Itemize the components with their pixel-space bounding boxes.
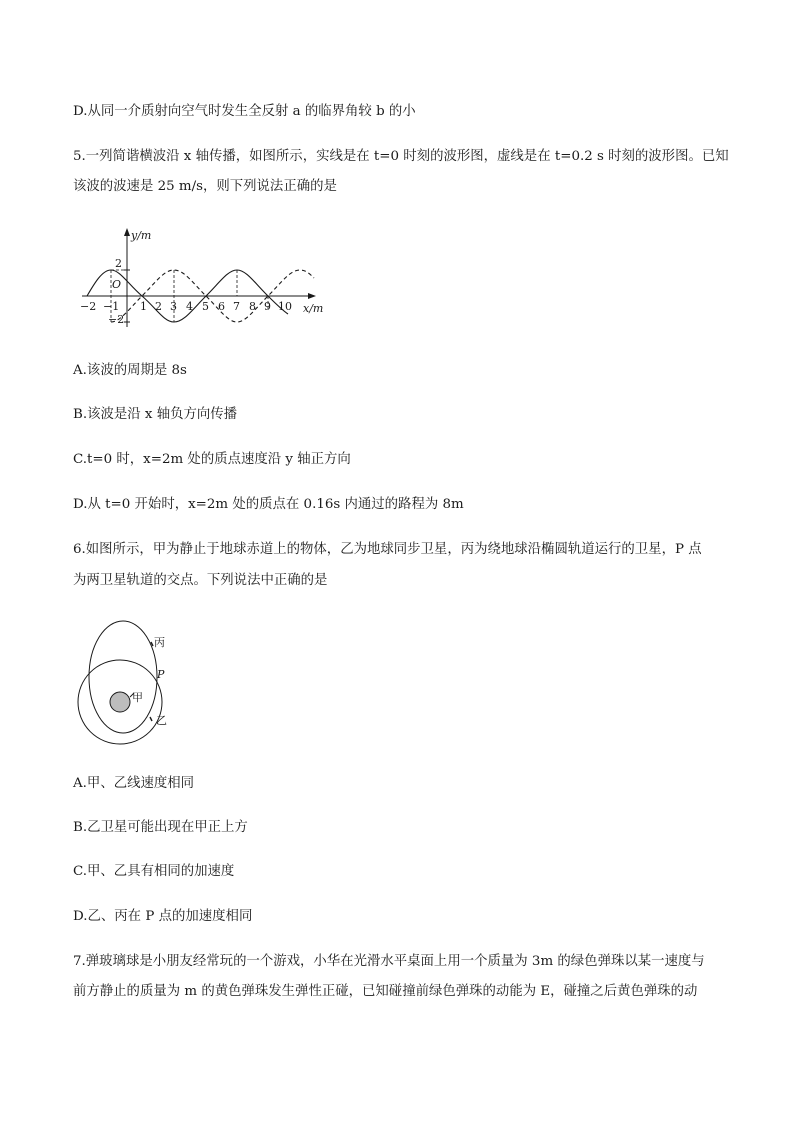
x-tick: 1 (140, 300, 147, 313)
q7-stem-line1: 7.弹玻璃球是小朋友经常玩的一个游戏，小华在光滑水平桌面上用一个质量为 3m 的绿色弹珠以某一速度与 (73, 954, 705, 969)
x-tick: 10 (278, 300, 292, 313)
q6-stem-line2: 为两卫星轨道的交点。下列说法中正确的是 (73, 573, 328, 588)
q6-option-b: B.乙卫星可能出现在甲正上方 (73, 820, 248, 835)
label-p: P (157, 668, 165, 681)
x-tick: 6 (218, 300, 225, 313)
q6-stem-line1: 6.如图所示，甲为静止于地球赤道上的物体，乙为地球同步卫星，丙为绕地球沿椭圆轨道运行的卫星，P 点 (73, 542, 702, 557)
q5-option-c: C.t=0 时，x=2m 处的质点速度沿 y 轴正方向 (73, 452, 351, 467)
q5-option-b: B.该波是沿 x 轴负方向传播 (73, 407, 238, 422)
label-yi: 乙 (156, 714, 167, 727)
x-tick: 9 (264, 300, 271, 313)
origin-label: O (112, 278, 122, 291)
q5-stem-line2: 该波的波速是 25 m/s，则下列说法正确的是 (73, 179, 337, 194)
q7-stem-line2: 前方静止的质量为 m 的黄色弹珠发生弹性正碰，已知碰撞前绿色弹珠的动能为 E，碰撞之后黄色弹珠的动 (73, 984, 698, 999)
x-tick: 3 (170, 300, 177, 313)
y-axis-label: y/m (131, 229, 152, 242)
q6-orbit-figure (72, 615, 192, 755)
q6-option-d: D.乙、丙在 P 点的加速度相同 (73, 909, 253, 924)
x-tick: 4 (186, 300, 193, 313)
elliptical-orbit (89, 621, 157, 733)
y-axis-arrow-icon (124, 228, 130, 236)
q4-option-d: D.从同一介质射向空气时发生全反射 a 的临界角较 b 的小 (73, 104, 416, 119)
q6-option-a: A.甲、乙线速度相同 (73, 776, 195, 791)
q5-option-a: A.该波的周期是 8s (73, 363, 187, 378)
x-axis-label: x/m (303, 302, 324, 315)
q6-option-c: C.甲、乙具有相同的加速度 (73, 864, 235, 879)
x-tick: 7 (233, 300, 240, 313)
y-tick-top: 2 (115, 257, 122, 270)
y-tick-bottom: −2 (108, 313, 125, 326)
x-tick: −1 (103, 300, 120, 313)
x-tick: 8 (249, 300, 256, 313)
q5-stem-line1: 5.一列简谐横波沿 x 轴传播，如图所示，实线是在 t=0 时刻的波形图，虚线是在 t=0.2 s 时刻的波形图。已知 (73, 149, 729, 164)
x-tick: 2 (155, 300, 162, 313)
x-tick: 5 (202, 300, 209, 313)
earth-icon (110, 692, 130, 712)
q5-wave-figure (70, 222, 330, 332)
q5-option-d: D.从 t=0 开始时，x=2m 处的质点在 0.16s 内通过的路程为 8m (73, 497, 464, 512)
x-axis-arrow-icon (308, 293, 316, 299)
label-jia: 甲 (132, 691, 143, 704)
x-tick: −2 (80, 300, 97, 313)
label-bing: 丙 (154, 636, 165, 649)
